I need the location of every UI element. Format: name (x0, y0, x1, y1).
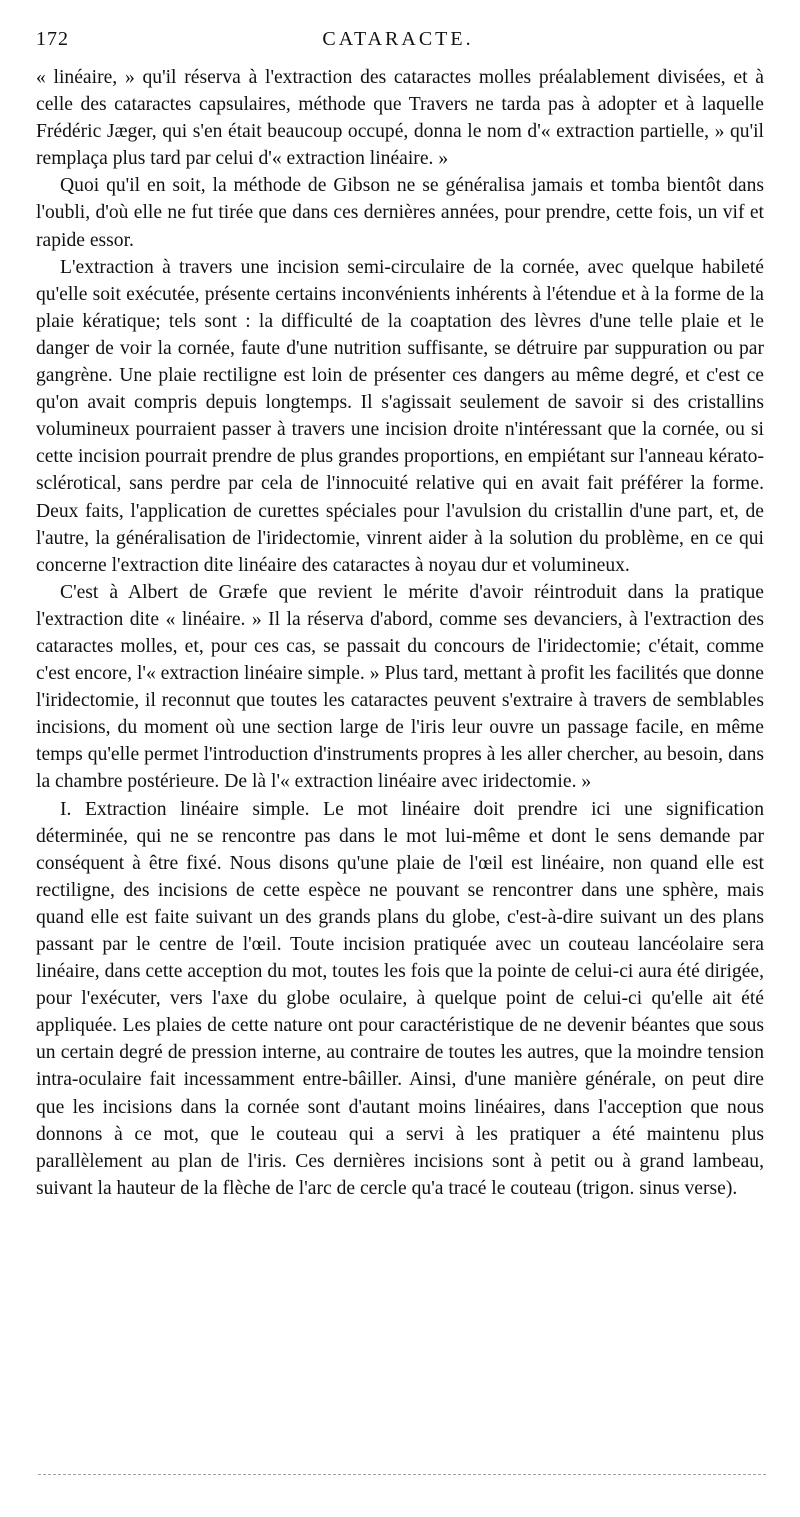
text-run: des cataractes à noyau dur et volumineux. (296, 554, 630, 576)
text-run: dans l'acception que nous donnons à ce mot, que le couteau qui a servi à les pratiquer a été maintenu plus parallèlement au plan de l'iris. Ces dernières incisions sont à petit ou à grand lambeau, suivant la hauteur de la (36, 1096, 765, 1199)
running-title: CATARACTE. (322, 28, 474, 50)
paragraph (36, 172, 764, 253)
text-run: Le mot (309, 798, 402, 820)
text-run: » (433, 148, 449, 170)
text-run: C'est à Albert de Græfe que revient le mérite d'avoir réintroduit dans la pratique l'extraction dite « (36, 581, 764, 630)
text-run: non quand elle est rectiligne, des incisions de cette espèce ne pouvant se rencontrer dans une sphère, mais quand elle est faite suivant un des grands plans du globe, c'est-à-dire suivant un des plans passant par le centre de l'œil. Toute incision pratiquée avec un couteau lancéolaire sera linéaire, dans cette acception du mot, toutes les fois que la pointe de celui-ci aura été dirigée, pour l'exécuter, vers l'axe du globe oculaire, à quelque point de celui-ci qu'elle ait été appliquée. Les plaies de cette nature ont pour caractéristique de ne devenir béantes que sous un certain degré de pression interne, au contraire de toutes les autres, que la moindre tension intra-oculaire fait incessamment entre-bâiller. Ainsi, d'une manière générale, on peut dire que les incisions dans la cornée sont d'autant moins (36, 852, 764, 1118)
text-run: L'extraction à travers une incision semi-circulaire de la cornée, avec quelque habileté qu'elle soit exécutée, présente certains inconvénients inhérents à l'étendue et à la forme de la plaie kératique; tels sont : la difficulté de la coaptation des lèvres d'une telle plaie et le danger de voir la cornée, faute d'une nutrition suffisante, se détruire par suppuration ou par gangrène. Une plaie rectiligne est loin de présenter ces dangers au même degré, et c'est ce qu'on avait compris depuis longtemps. Il s'agissait seulement de savoir si des cristallins volumineux pourraient passer à travers une incision droite n'intéressant que la cornée, ou si cette incision pourrait prendre de plus grandes proportions, en empiétant sur l'anneau kérato-sclérotical, sans perdre par cela de l'innocuité relative qui en avait fait préférer la forme. Deux faits, l'application de curettes spéciales pour l'avulsion du cristallin d'une part, et, de l'autre, la généralisation de l'iridectomie, vinrent aider à la solution du problème, en ce qui concerne l'extraction dite (36, 256, 764, 576)
text-run: Quoi qu'il en soit, la méthode de Gibson ne se généralisa jamais et tomba bientôt dans l'oubli, d'où elle ne fut tirée que dans ces dernières années, pour prendre, cette fois, un vif et rapide essor. (36, 175, 764, 251)
italic-run: linéaires, (474, 1096, 546, 1118)
italic-run: « extraction linéaire simple. (145, 663, 365, 685)
paragraph (36, 579, 764, 796)
text-run: doit prendre ici une signification déterminée, qui ne se rencontre pas dans le mot lui-même et dont le sens demande par conséquent à être fixé. Nous disons qu'une plaie de l'œil est (36, 798, 765, 874)
italic-run: linéaire (238, 554, 297, 576)
italic-run: linéaire (53, 67, 113, 88)
italic-run: Extraction linéaire simple. (84, 798, 310, 820)
paragraph (36, 796, 764, 1202)
italic-run: linéaire, (540, 852, 605, 874)
italic-run: « extraction linéaire avec iridectomie. (279, 771, 577, 793)
italic-run: linéaire (401, 798, 461, 820)
body-text (36, 64, 764, 1202)
text-run: » Il la réserva d'abord, comme ses devanciers, à l'extraction des cataractes molles, et, pour ces cas, se passait du concours de l'iridectomie; c'était, comme c'est encore, l' (36, 608, 765, 685)
paragraph (36, 64, 764, 172)
page-number: 172 (36, 28, 69, 50)
italic-run: « extraction partielle, (540, 121, 710, 143)
paragraph (36, 254, 764, 579)
footer-rule (38, 1474, 766, 1475)
text-run: I. (60, 798, 85, 820)
text-run: ). (725, 1177, 738, 1199)
text-run: « (36, 67, 54, 88)
text-run: , » qu'il réserva à l'extraction des cataractes molles préalablement divisées, et à celle des cataractes capsulaires, méthode que Travers ne tarda pas à adopter et à laquelle Frédéric Jæger, qui s'en était beaucoup occupé, donna le nom d' (36, 67, 764, 143)
page-header (36, 28, 760, 58)
italic-run: flèche (222, 1177, 271, 1199)
italic-run: « extraction linéaire. (271, 148, 434, 170)
text-run: de l'arc de cercle qu'a tracé le couteau (trigon. (270, 1177, 640, 1199)
text-run: » (576, 771, 592, 793)
text-run: » qu'il remplaça plus tard par celui d' (36, 121, 765, 170)
italic-run: linéaire. (181, 608, 246, 630)
text-run: » Plus tard, mettant à profit les facilités que donne l'iridectomie, il reconnut que toutes les cataractes peuvent s'extraire à travers de semblables incisions, du moment où une section large de l'iris leur ouvre un passage facile, en même temps qu'elle permet l'introduction d'instruments propres à les aller chercher, au besoin, dans la chambre postérieure. De là l' (36, 663, 764, 793)
italic-run: sinus verse (639, 1177, 726, 1199)
